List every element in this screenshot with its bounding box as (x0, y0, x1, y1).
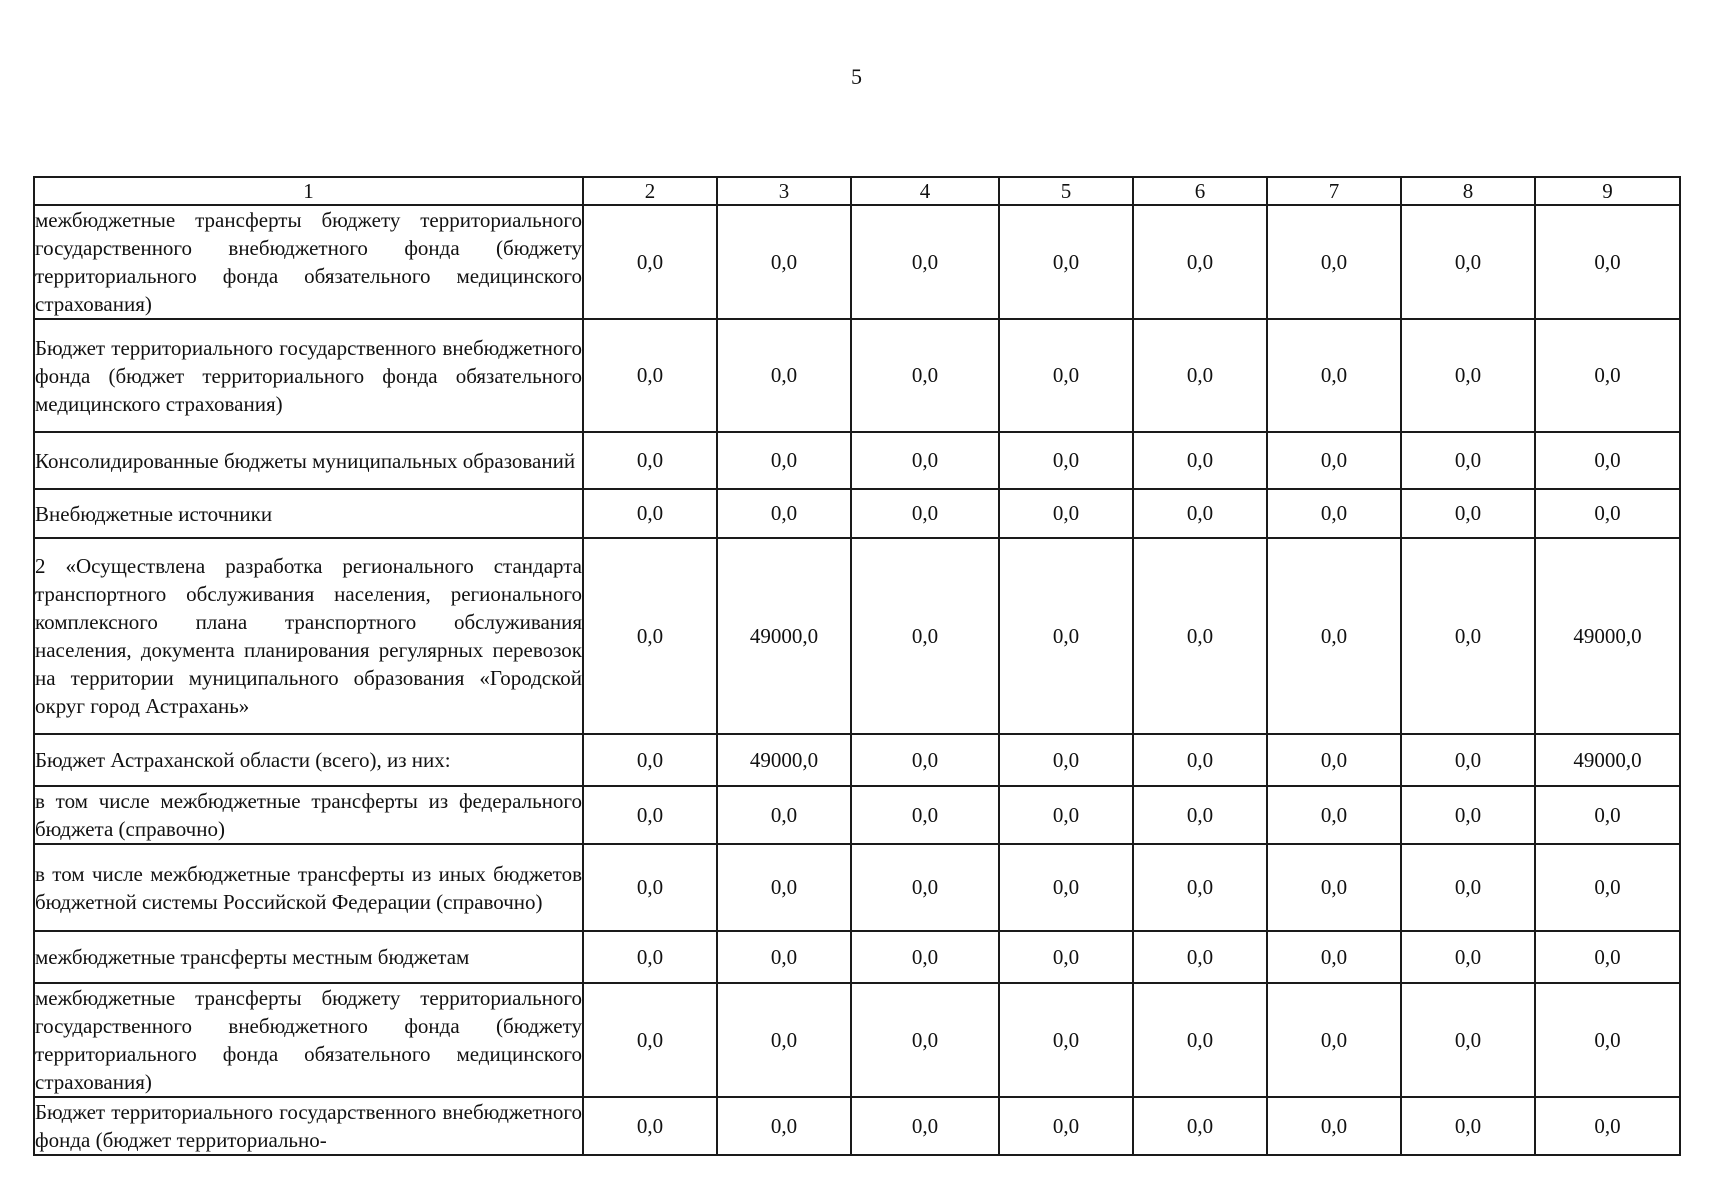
column-header: 8 (1401, 177, 1535, 205)
value-cell: 49000,0 (1535, 538, 1680, 734)
value-cell: 0,0 (999, 844, 1133, 931)
value-cell: 0,0 (851, 432, 999, 489)
row-label: Бюджет территориального государственного внебюджетного фонда (бюджет территориального фонда обязательного медицинского страхования) (34, 319, 583, 432)
column-header: 6 (1133, 177, 1267, 205)
value-cell: 0,0 (1267, 1097, 1401, 1155)
value-cell: 0,0 (1401, 205, 1535, 319)
value-cell: 0,0 (1401, 786, 1535, 844)
table-row (34, 538, 1680, 734)
value-cell: 0,0 (1401, 1097, 1535, 1155)
value-cell: 0,0 (717, 1097, 851, 1155)
value-cell: 0,0 (1535, 931, 1680, 983)
value-cell: 0,0 (1267, 983, 1401, 1097)
table-row (34, 931, 1680, 983)
value-cell: 0,0 (999, 319, 1133, 432)
value-cell: 0,0 (717, 205, 851, 319)
value-cell: 0,0 (583, 432, 717, 489)
budget-table (33, 176, 1681, 1156)
row-label: Консолидированные бюджеты муниципальных образований (34, 432, 583, 489)
row-label: 2 «Осуществлена разработка регионального стандарта транспортного обслуживания населения, регионального комплексного плана транспортного обслуживания населения, документа планирования регулярных перевозок на территории муниципального образования «Городской округ город Астрахань» (34, 538, 583, 734)
value-cell: 0,0 (717, 319, 851, 432)
value-cell: 0,0 (1401, 319, 1535, 432)
value-cell: 0,0 (851, 319, 999, 432)
value-cell: 0,0 (717, 983, 851, 1097)
row-label: межбюджетные трансферты местным бюджетам (34, 931, 583, 983)
value-cell: 0,0 (1267, 734, 1401, 786)
value-cell: 0,0 (583, 1097, 717, 1155)
table-row (34, 786, 1680, 844)
value-cell: 0,0 (583, 319, 717, 432)
value-cell: 0,0 (999, 931, 1133, 983)
value-cell: 0,0 (1401, 931, 1535, 983)
value-cell: 0,0 (583, 489, 717, 538)
value-cell: 0,0 (717, 432, 851, 489)
value-cell: 0,0 (1535, 1097, 1680, 1155)
value-cell: 0,0 (1133, 432, 1267, 489)
row-label: в том числе межбюджетные трансферты из федерального бюджета (справочно) (34, 786, 583, 844)
table-row (34, 1097, 1680, 1155)
column-header: 2 (583, 177, 717, 205)
value-cell: 0,0 (1267, 319, 1401, 432)
value-cell: 0,0 (851, 786, 999, 844)
table-row (34, 205, 1680, 319)
value-cell: 0,0 (999, 1097, 1133, 1155)
value-cell: 0,0 (999, 489, 1133, 538)
value-cell: 0,0 (851, 538, 999, 734)
table-row (34, 734, 1680, 786)
value-cell: 0,0 (583, 983, 717, 1097)
page-number: 5 (851, 64, 862, 89)
value-cell: 0,0 (1133, 489, 1267, 538)
value-cell: 0,0 (851, 734, 999, 786)
value-cell: 0,0 (1133, 786, 1267, 844)
value-cell: 0,0 (583, 931, 717, 983)
value-cell: 0,0 (1267, 432, 1401, 489)
value-cell: 0,0 (1535, 983, 1680, 1097)
value-cell: 0,0 (999, 983, 1133, 1097)
value-cell: 0,0 (583, 844, 717, 931)
value-cell: 0,0 (717, 489, 851, 538)
value-cell: 0,0 (1267, 844, 1401, 931)
value-cell: 0,0 (1535, 786, 1680, 844)
table-row (34, 432, 1680, 489)
value-cell: 0,0 (851, 1097, 999, 1155)
value-cell: 0,0 (1401, 734, 1535, 786)
column-header: 3 (717, 177, 851, 205)
value-cell: 0,0 (1267, 786, 1401, 844)
value-cell: 0,0 (851, 489, 999, 538)
value-cell: 0,0 (999, 734, 1133, 786)
value-cell: 0,0 (717, 931, 851, 983)
value-cell: 0,0 (1267, 205, 1401, 319)
value-cell: 0,0 (1267, 538, 1401, 734)
value-cell: 0,0 (1401, 538, 1535, 734)
value-cell: 0,0 (851, 844, 999, 931)
value-cell: 0,0 (999, 786, 1133, 844)
column-header: 9 (1535, 177, 1680, 205)
value-cell: 0,0 (1535, 844, 1680, 931)
value-cell: 0,0 (1133, 319, 1267, 432)
value-cell: 0,0 (1133, 538, 1267, 734)
value-cell: 49000,0 (717, 538, 851, 734)
column-header: 7 (1267, 177, 1401, 205)
value-cell: 0,0 (1401, 983, 1535, 1097)
row-label: Внебюджетные источники (34, 489, 583, 538)
value-cell: 0,0 (1401, 489, 1535, 538)
value-cell: 0,0 (851, 931, 999, 983)
header-row (34, 177, 1680, 205)
value-cell: 0,0 (851, 983, 999, 1097)
value-cell: 0,0 (717, 786, 851, 844)
value-cell: 49000,0 (717, 734, 851, 786)
value-cell: 0,0 (1133, 844, 1267, 931)
row-label: межбюджетные трансферты бюджету территориального государственного внебюджетного фонда (бюджету территориального фонда обязательного медицинского страхования) (34, 205, 583, 319)
table-row (34, 319, 1680, 432)
value-cell: 0,0 (851, 205, 999, 319)
value-cell: 0,0 (583, 205, 717, 319)
value-cell: 49000,0 (1535, 734, 1680, 786)
row-label: в том числе межбюджетные трансферты из иных бюджетов бюджетной системы Российской Федерации (справочно) (34, 844, 583, 931)
value-cell: 0,0 (1401, 844, 1535, 931)
value-cell: 0,0 (1133, 734, 1267, 786)
value-cell: 0,0 (1535, 432, 1680, 489)
value-cell: 0,0 (1535, 319, 1680, 432)
table-row (34, 489, 1680, 538)
row-label: Бюджет территориального государственного внебюджетного фонда (бюджет территориально- (34, 1097, 583, 1155)
value-cell: 0,0 (583, 734, 717, 786)
value-cell: 0,0 (999, 205, 1133, 319)
table-row (34, 844, 1680, 931)
value-cell: 0,0 (1267, 489, 1401, 538)
table-body (34, 205, 1680, 1155)
table-row (34, 983, 1680, 1097)
column-header: 5 (999, 177, 1133, 205)
value-cell: 0,0 (1133, 983, 1267, 1097)
value-cell: 0,0 (717, 844, 851, 931)
value-cell: 0,0 (1535, 205, 1680, 319)
column-header: 4 (851, 177, 999, 205)
row-label: межбюджетные трансферты бюджету территориального государственного внебюджетного фонда (бюджету территориального фонда обязательного медицинского страхования) (34, 983, 583, 1097)
value-cell: 0,0 (999, 538, 1133, 734)
column-header: 1 (34, 177, 583, 205)
value-cell: 0,0 (1401, 432, 1535, 489)
value-cell: 0,0 (583, 786, 717, 844)
value-cell: 0,0 (1133, 1097, 1267, 1155)
value-cell: 0,0 (999, 432, 1133, 489)
value-cell: 0,0 (1133, 931, 1267, 983)
value-cell: 0,0 (1267, 931, 1401, 983)
value-cell: 0,0 (1535, 489, 1680, 538)
row-label: Бюджет Астраханской области (всего), из них: (34, 734, 583, 786)
value-cell: 0,0 (583, 538, 717, 734)
value-cell: 0,0 (1133, 205, 1267, 319)
